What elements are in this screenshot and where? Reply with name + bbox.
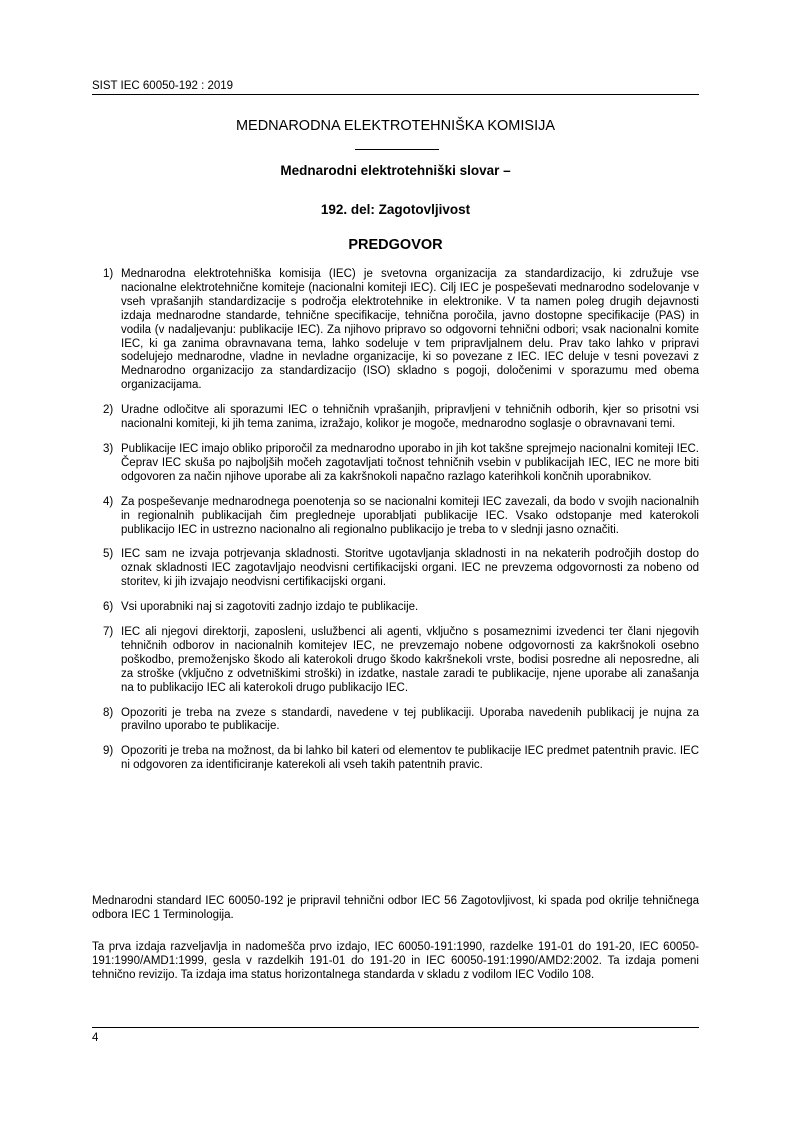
document-page <box>92 0 699 1122</box>
list-item-text: IEC ali njegovi direktorji, zaposleni, uslužbenci ali agenti, vključno s posameznimi izvedenci ter člani njegovih tehničnih odborov in nacionalnih komitejev IEC, ne prevzemajo nobene odgovornosti za kakršnokoli osebno poškodbo, premoženjsko škodo ali katerokoli drugo škodo kakršnekoli vrste, bodisi posredne ali neposredne, ali za stroške (vključno z odvetniškimi stroški) in izdatke, nastale zaradi te publikacije, njene uporabe ali zanašanja na to publikacijo IEC ali katerokoli drugo publikacijo IEC. <box>121 626 699 694</box>
list-item-text: Mednarodna elektrotehniška komisija (IEC) je svetovna organizacija za standardizacijo, ki združuje vse nacionalne elektrotehnične komiteje (nacionalni komiteji IEC). Cilj IEC je pospeševati mednarodno sodelovanje v vseh vprašanjih standardizacije s področja elektrotehnike in elektronike. V ta namen poleg drugih dejavnosti izdaja mednarodne standarde, tehnične specifikacije, tehnična poročila, javno dostopne specifikacije (PAS) in vodila (v nadaljevanju: publikacije IEC). Za njihovo pripravo so odgovorni tehnični odbori; vsak nacionalni komite IEC, ki ga zanima obravnavana tema, lahko sodeluje v tem pripravljalnem delu. Prav tako lahko v pripravi sodelujejo mednarodne, vladne in nevladne organizacije, ki so povezane z IEC. IEC deluje v tesni povezavi z Mednarodno organizacijo za standardizacijo (ISO) skladno s pogoji, določenimi v sporazumu med obema organizacijama. <box>121 268 699 392</box>
list-item <box>92 548 699 590</box>
list-item <box>92 443 699 485</box>
list-item-number: 3) <box>103 442 114 455</box>
header-rule <box>92 94 699 95</box>
list-item-text: Opozoriti je treba na možnost, da bi lahko bil kateri od elementov te publikacije IEC predmet patentnih pravic. IEC ni odgovoren za identificiranje katerekoli ali vseh takih patentnih pravic. <box>121 745 699 772</box>
list-item <box>92 745 699 773</box>
foreword-heading: PREDGOVOR <box>348 237 443 253</box>
list-item-number: 7) <box>103 626 114 639</box>
document-id: SIST IEC 60050-192 : 2019 <box>92 80 234 92</box>
document-subtitle: 192. del: Zagotovljivost <box>320 202 471 217</box>
foreword-list <box>92 268 699 784</box>
list-item-text: Uradne odločitve ali sporazumi IEC o tehničnih vprašanjih, pripravljeni v tehničnih odborih, kjer so prisotni vsi nacionalni komiteji, ki jih tema zanima, izražajo, kolikor je mogoče, mednarodno soglasje o obravnavani temi. <box>121 404 699 431</box>
list-item-number: 4) <box>103 495 114 508</box>
list-item-text: Vsi uporabniki naj si zagotoviti zadnjo izdajo te publikacije. <box>121 601 419 614</box>
list-item-number: 2) <box>103 404 114 417</box>
page-number: 4 <box>92 1032 99 1044</box>
paragraph-committee: Mednarodni standard IEC 60050-192 je pripravil tehnični odbor IEC 56 Zagotovljivost, ki spada pod okrilje tehničnega odbora IEC 1 Terminologija. <box>92 895 699 921</box>
list-item <box>92 268 699 393</box>
list-item <box>92 601 699 615</box>
paragraph-edition: Ta prva izdaja razveljavlja in nadomešča prvo izdajo, IEC 60050-191:1990, razdelke 191-01 do 191-20, IEC 60050-191:1990/AMD1:1999, gesla v razdelkih 191-01 do 191-20 in IEC 60050-191:1990/AMD2:2002. Ta izdaja pomeni tehnično revizijo. Ta izdaja ima status horizontalnega standarda v skladu z vodilom IEC Vodilo 108. <box>92 941 699 981</box>
list-item-number: 6) <box>103 601 114 614</box>
list-item-number: 8) <box>103 706 114 719</box>
list-item <box>92 496 699 538</box>
document-title: Mednarodni elektrotehniški slovar – <box>280 163 511 178</box>
list-item-text: Za pospeševanje mednarodnega poenotenja so se nacionalni komiteji IEC zavezali, da bodo v svojih nacionalnih in regionalnih publikacijah čim pregledneje uporabljati publikacije IEC. Vsako odstopanje med katerokoli publikacijo IEC in ustrezno nacionalno ali regionalno publikacijo je treba to v slednji jasno označiti. <box>121 495 699 536</box>
list-item <box>92 707 699 735</box>
list-item-text: Publikacije IEC imajo obliko priporočil za mednarodno uporabo in jih kot takšne sprejmejo nacionalni komiteji IEC. Čeprav IEC skuša po najboljših močeh zagotavljati točnost tehničnih vsebin v publikacijah IEC, IEC ne more biti odgovoren za način njihove uporabe ali za kakršnokoli napačno razlago katerihkoli končnih uporabnikov. <box>121 442 699 483</box>
list-item-text: Opozoriti je treba na zveze s standardi, navedene v tej publikaciji. Uporaba navedenih publikacij je nujna za pravilno uporabo te publikacije. <box>121 706 699 733</box>
list-item <box>92 626 699 696</box>
title-separator <box>355 149 439 150</box>
list-item-number: 9) <box>103 745 114 758</box>
list-item-number: 1) <box>103 268 114 280</box>
list-item-text: IEC sam ne izvaja potrjevanja skladnosti. Storitve ugotavljanja skladnosti in na nekaterih področjih dostop do oznak skladnosti IEC zagotavljajo neodvisni certifikacijski organi. IEC ne prevzema odgovornosti za nobeno od storitev, ki jih izvajajo neodvisni certifikacijski organi. <box>121 548 699 589</box>
organization-name: MEDNARODNA ELEKTROTEHNIŠKA KOMISIJA <box>235 118 556 134</box>
list-item-number: 5) <box>103 548 114 561</box>
list-item <box>92 404 699 432</box>
footer-rule <box>92 1027 699 1028</box>
